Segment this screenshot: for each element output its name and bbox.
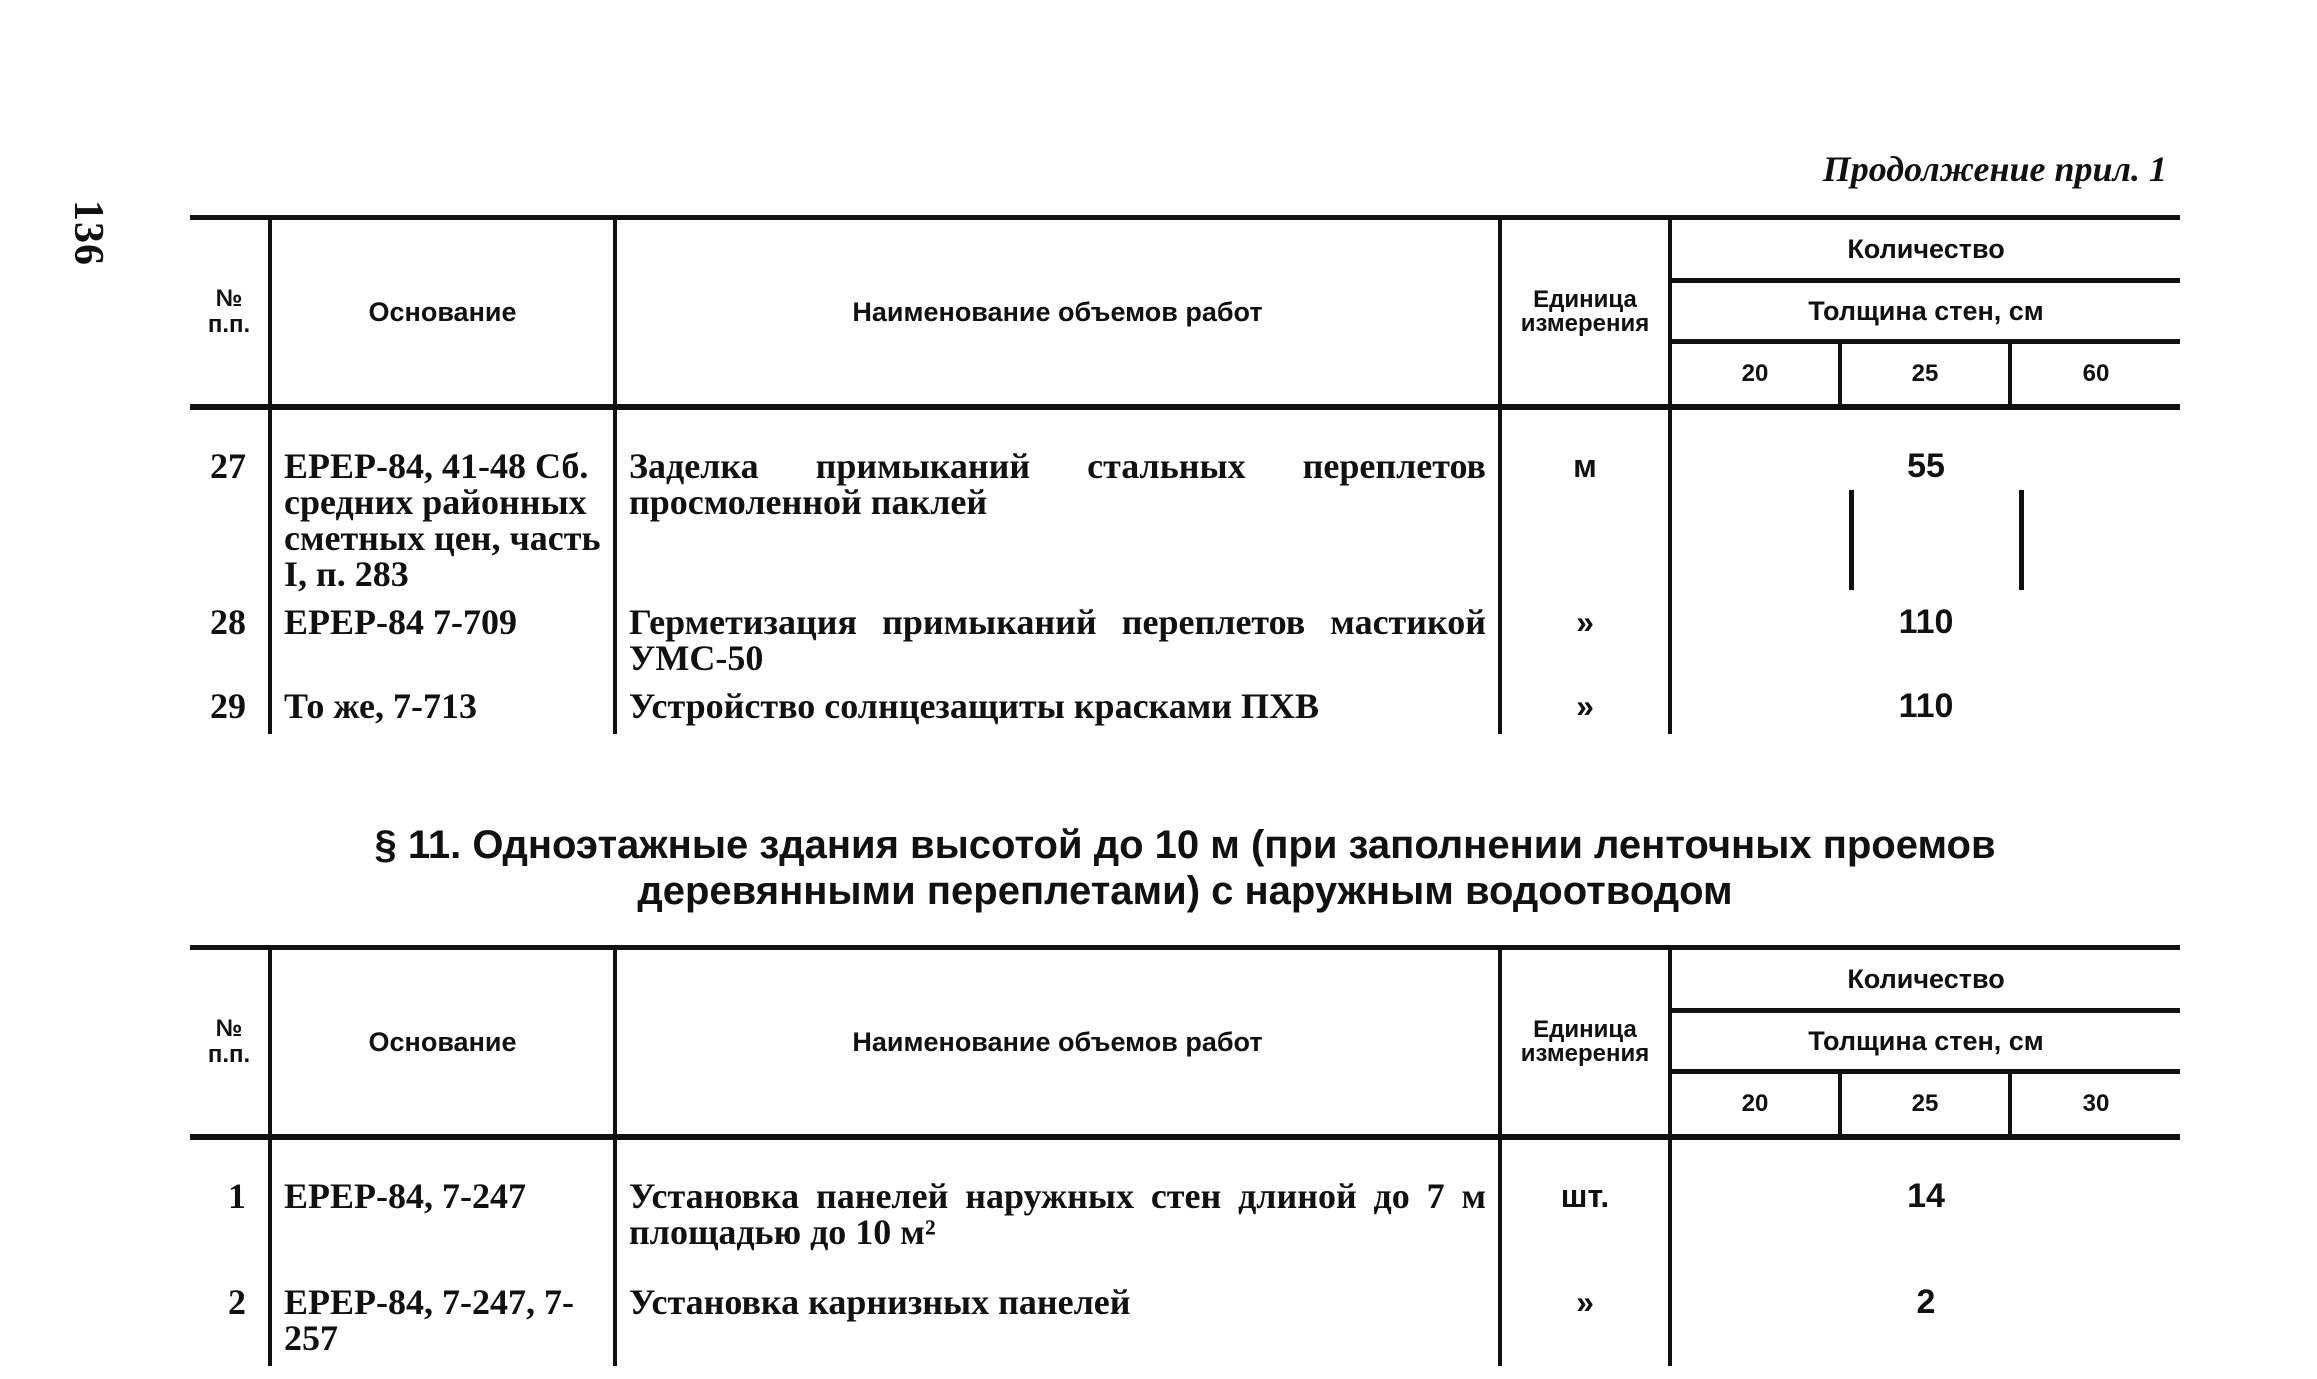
header-basis: Основание [270,218,615,408]
row-number: 29 [210,686,246,726]
header-basis: Основание [270,948,615,1138]
section-title-line-1: § 11. Одноэтажные здания высотой до 10 м (при заполнении ленточных проемов [374,823,1996,867]
row-unit: м [1500,407,1670,592]
column-divider-mark [1849,490,1854,590]
row-work-name: Установка карнизных панелей [615,1250,1500,1366]
row-number: 2 [228,1282,246,1322]
header-thickness: Толщина стен, см [1670,281,2180,342]
page-number: 136 [65,200,111,266]
thickness-col-1: 20 [1670,1072,1840,1138]
row-quantity: 110 [1670,592,2180,676]
thickness-col-2: 25 [1840,1072,2010,1138]
row-quantity: 110 [1670,676,2180,734]
table-row [190,1137,2180,1250]
row-quantity: 2 [1670,1250,2180,1366]
row-work-name: Установка панелей наружных стен длиной до 7 м площадью до 10 м² [615,1137,1500,1250]
header-unit: Единица измерения [1500,218,1670,408]
row-quantity-cell [1670,407,2180,592]
row-unit: » [1500,1250,1670,1366]
row-unit: » [1500,592,1670,676]
thickness-col-3: 30 [2010,1072,2180,1138]
row-work-name: Герметизация примыканий переплетов мастикой УМС-50 [615,592,1500,676]
row-unit: » [1500,676,1670,734]
header-num: № п.п. [207,285,251,338]
row-basis: ЕРЕР-84, 41-48 Сб. средних районных сметных цен, часть I, п. 283 [270,407,615,592]
row-number: 1 [228,1176,246,1216]
row-basis: ЕРЕР-84, 7-247, 7-257 [270,1250,615,1366]
header-quantity: Количество [1670,218,2180,281]
row-quantity: 14 [1670,1137,2180,1250]
table-row [190,592,2180,676]
works-table-1 [190,215,2180,734]
header-unit: Единица измерения [1500,948,1670,1138]
row-basis: ЕРЕР-84 7-709 [270,592,615,676]
table-row [190,676,2180,734]
thickness-col-2: 25 [1840,342,2010,408]
row-work-name: Заделка примыканий стальных переплетов просмоленной паклей [615,407,1500,592]
header-quantity: Количество [1670,948,2180,1011]
row-basis: ЕРЕР-84, 7-247 [270,1137,615,1250]
section-title [190,822,2180,914]
continuation-label: Продолжение прил. 1 [1822,149,2167,189]
table-row [190,407,2180,592]
works-table-2 [190,945,2180,1366]
header-name: Наименование объемов работ [615,948,1500,1138]
row-quantity: 55 [1907,447,1945,485]
row-number: 27 [210,446,246,486]
thickness-col-1: 20 [1670,342,1840,408]
row-unit: шт. [1500,1137,1670,1250]
header-name: Наименование объемов работ [615,218,1500,408]
row-number: 28 [210,602,246,642]
section-title-line-2: деревянными переплетами) с наружным водоотводом [637,869,1733,913]
row-work-name: Устройство солнцезащиты красками ПХВ [615,676,1500,734]
header-num: № п.п. [207,1015,251,1068]
column-divider-mark [2019,490,2024,590]
table-row [190,1250,2180,1366]
column-divider-marks [1684,490,2168,590]
thickness-col-3: 60 [2010,342,2180,408]
header-thickness: Толщина стен, см [1670,1011,2180,1072]
row-basis: То же, 7-713 [270,676,615,734]
